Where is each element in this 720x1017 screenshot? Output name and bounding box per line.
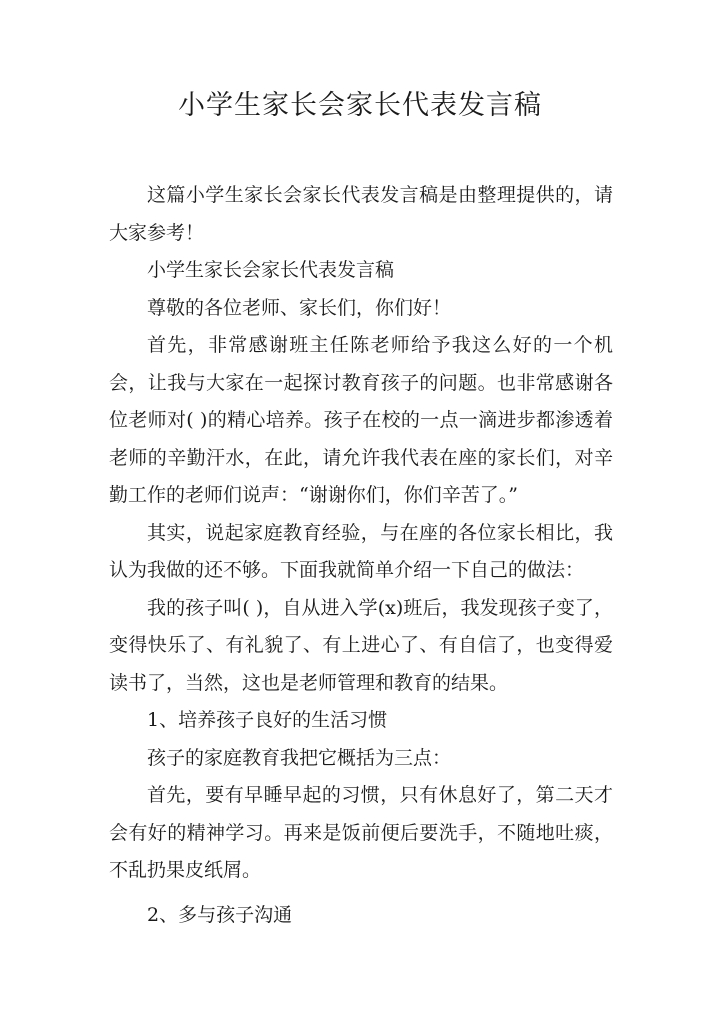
experience-paragraph: 其实，说起家庭教育经验，与在座的各位家长相比，我认为我做的还不够。下面我就简单介绍一下自己的做法： (109, 521, 613, 581)
document-title: 小学生家长会家长代表发言稿 (178, 90, 542, 121)
child-change-paragraph: 我的孩子叫( )，自从进入学(x)班后，我发现孩子变了，变得快乐了、有礼貌了、有上进心了、有自信了，也变得爱读书了，当然，这也是老师管理和教育的结果。 (109, 596, 613, 694)
section-heading-communication: 2、多与孩子沟通 (147, 903, 293, 926)
thanks-paragraph: 首先，非常感谢班主任陈老师给予我这么好的一个机会，让我与大家在一起探讨教育孩子的问题。也非常感谢各位老师对( )的精心培养。孩子在校的一点一滴进步都渗透着老师的辛勤汗水，在此，请允许我代表在座的家长们，对辛勤工作的老师们说声：“谢谢你们，你们辛苦了。” (109, 334, 613, 506)
subtitle-paragraph: 小学生家长会家长代表发言稿 (147, 259, 395, 281)
document-body (109, 177, 613, 934)
section-heading-habits: 1、培养孩子良好的生活习惯 (147, 709, 388, 731)
three-points-paragraph: 孩子的家庭教育我把它概括为三点： (147, 746, 452, 769)
greeting-paragraph: 尊敬的各位老师、家长们，你们好！ (147, 296, 452, 319)
routine-paragraph: 首先，要有早睡早起的习惯，只有休息好了，第二天才会有好的精神学习。再来是饭前便后要洗手，不随地吐痰，不乱扔果皮纸屑。 (109, 784, 613, 881)
intro-paragraph: 这篇小学生家长会家长代表发言稿是由整理提供的，请大家参考！ (109, 184, 613, 244)
